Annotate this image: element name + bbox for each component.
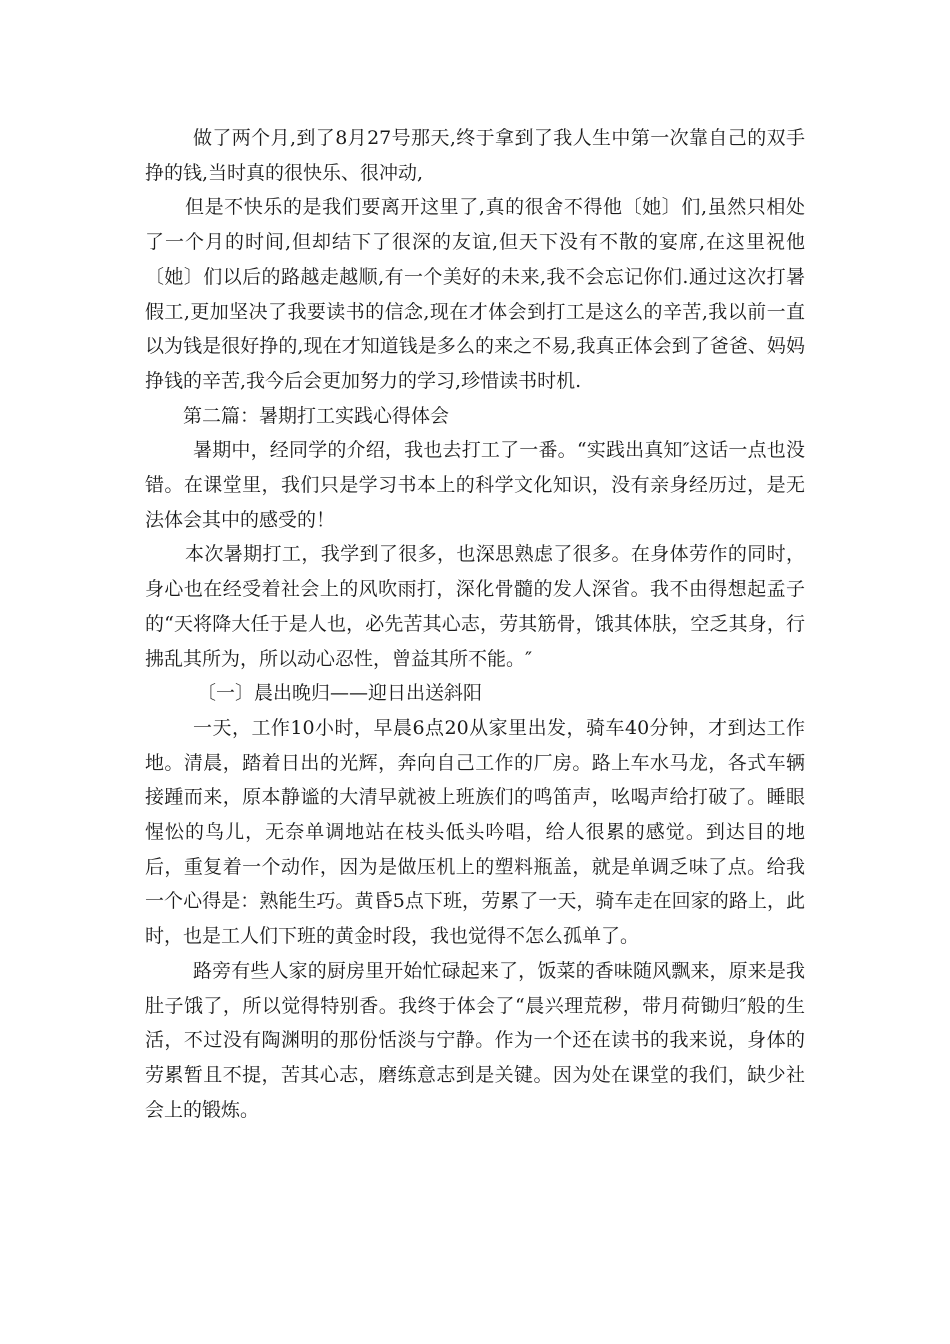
paragraph: 路旁有些人家的厨房里开始忙碌起来了，饭菜的香味随风飘来，原来是我肚子饿了，所以觉得特别香。我终于体会了“晨兴理荒秽，带月荷锄归″般的生活，不过没有陶渊明的那份恬淡与宁静。作为一个还在读书的我来说，身体的劳累暂且不提，苦其心志，磨练意志到是关键。因为处在课堂的我们，缺少社会上的锻炼。 — [145, 959, 805, 1121]
paragraph: 暑期中，经同学的介绍，我也去打工了一番。“实践出真知″这话一点也没错。在课堂里，我们只是学习书本上的科学文化知识，没有亲身经历过，是无法体会其中的感受的！ — [145, 439, 805, 531]
paragraph: 做了两个月,到了8月27号那天,终于拿到了我人生中第一次靠自己的双手挣的钱,当时真的很快乐、很冲动, — [145, 127, 805, 184]
paragraph: 本次暑期打工，我学到了很多，也深思熟虑了很多。在身体劳作的同时，身心也在经受着社会上的风吹雨打，深化骨髓的发人深省。我不由得想起孟子的“天将降大任于是人也，必先苦其心志，劳其筋骨，饿其体肤，空乏其身，行拂乱其所为，所以动心忍性，曾益其所不能。″ — [145, 543, 805, 670]
paragraph: 一天，工作10小时，早晨6点20从家里出发，骑车40分钟，才到达工作地。清晨，踏着日出的光辉，奔向自己工作的厂房。路上车水马龙，各式车辆接踵而来，原本静谧的大清早就被上班族们的鸣笛声，吆喝声给打破了。睡眼惺忪的鸟儿，无奈单调地站在枝头低头吟唱，给人很累的感觉。到达目的地后，重复着一个动作，因为是做压机上的塑料瓶盖，就是单调乏味了点。给我一个心得是：熟能生巧。黄昏5点下班，劳累了一天，骑车走在回家的路上，此时，也是工人们下班的黄金时段，我也觉得不怎么孤单了。 — [145, 716, 805, 948]
paragraph: 但是不快乐的是我们要离开这里了,真的很舍不得他〔她〕们,虽然只相处了一个月的时间,但却结下了很深的友谊,但天下没有不散的宴席,在这里祝他〔她〕们以后的路越走越顺,有一个美好的未来,我不会忘记你们.通过这次打暑假工,更加坚决了我要读书的信念,现在才体会到打工是这么的辛苦,我以前一直以为钱是很好挣的,现在才知道钱是多么的来之不易,我真正体会到了爸爸、妈妈挣钱的辛苦,我今后会更加努力的学习,珍惜读书时机. — [145, 196, 805, 392]
section-heading: 第二篇：暑期打工实践心得体会 — [183, 404, 450, 427]
subsection-heading: 〔一〕晨出晚归——迎日出送斜阳 — [197, 682, 483, 705]
document-body — [145, 121, 805, 1127]
